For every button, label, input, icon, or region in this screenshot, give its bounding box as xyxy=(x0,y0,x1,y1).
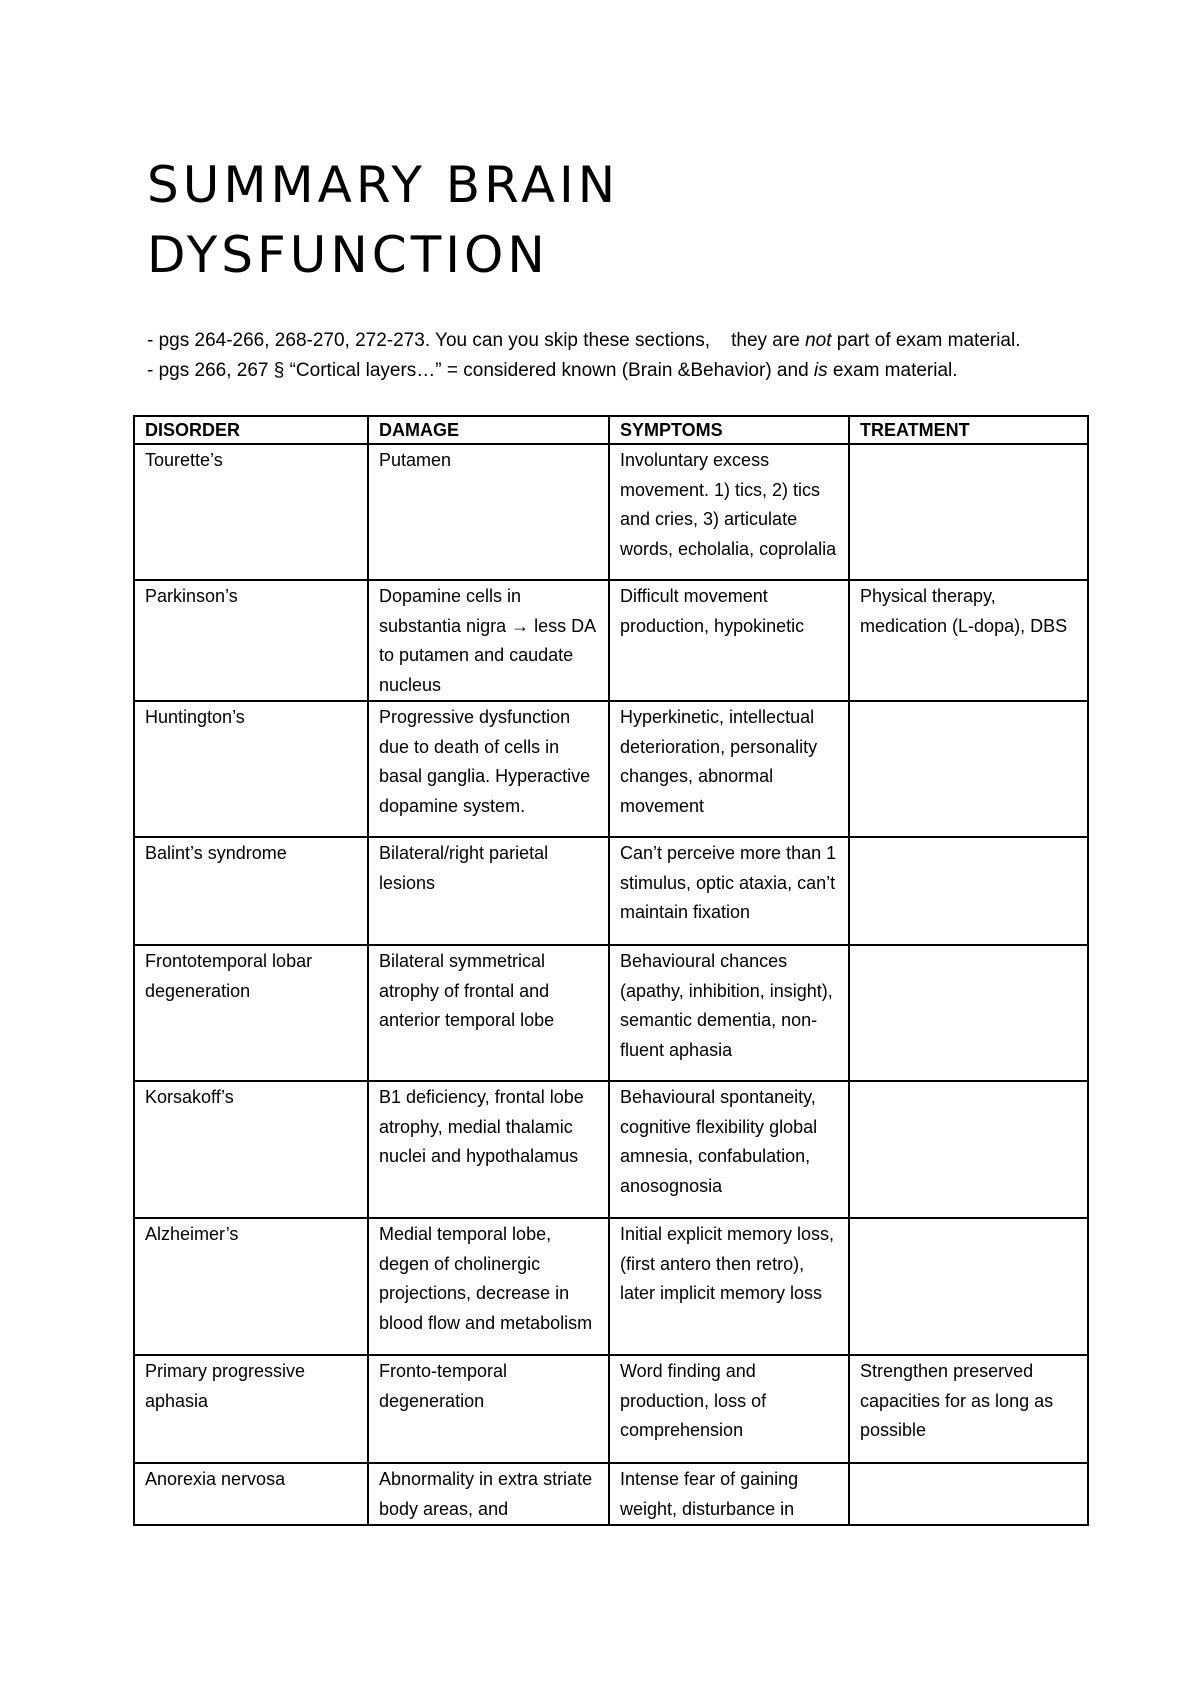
table-row xyxy=(134,580,1088,701)
cell-symptoms: Intense fear of gaining weight, disturbance in xyxy=(609,1463,849,1525)
cell-treatment xyxy=(849,1081,1088,1218)
column-header-treatment: TREATMENT xyxy=(849,416,1088,444)
cell-disorder: Balint’s syndrome xyxy=(134,837,368,945)
cell-disorder: Parkinson’s xyxy=(134,580,368,701)
cell-treatment xyxy=(849,1463,1088,1525)
table-row xyxy=(134,1355,1088,1463)
cell-disorder: Anorexia nervosa xyxy=(134,1463,368,1525)
cell-treatment xyxy=(849,837,1088,945)
page-title-line-2: DYSFUNCTION xyxy=(147,226,549,284)
note-emphasis: not xyxy=(805,330,832,351)
cell-disorder: Primary progressive aphasia xyxy=(134,1355,368,1463)
cell-treatment xyxy=(849,945,1088,1081)
table-header-row xyxy=(134,416,1088,444)
cell-disorder: Huntington’s xyxy=(134,701,368,837)
cell-treatment xyxy=(849,444,1088,580)
cell-treatment xyxy=(849,701,1088,837)
table-row xyxy=(134,1218,1088,1355)
cell-symptoms: Hyperkinetic, intellectual deterioration, personality changes, abnormal movement xyxy=(609,701,849,837)
cell-symptoms: Behavioural chances (apathy, inhibition, insight), semantic dementia, non-fluent aphasia xyxy=(609,945,849,1081)
cell-symptoms: Difficult movement production, hypokinetic xyxy=(609,580,849,701)
cell-treatment xyxy=(849,1218,1088,1355)
disorder-summary-table xyxy=(133,415,1089,1526)
page-title-line-1: SUMMARY BRAIN xyxy=(147,156,620,214)
table-row xyxy=(134,1463,1088,1525)
cell-treatment: Physical therapy, medication (L-dopa), DBS xyxy=(849,580,1088,701)
note-text: - pgs 266, 267 § “Cortical layers…” = considered known (Brain &Behavior) and xyxy=(147,360,814,381)
cell-treatment: Strengthen preserved capacities for as long as possible xyxy=(849,1355,1088,1463)
cell-damage: Abnormality in extra striate body areas, and xyxy=(368,1463,609,1525)
table-row xyxy=(134,701,1088,837)
note-text: part of exam material. xyxy=(831,330,1021,351)
cell-damage: Dopamine cells in substantia nigra → less DA to putamen and caudate nucleus xyxy=(368,580,609,701)
cell-damage: B1 deficiency, frontal lobe atrophy, medial thalamic nuclei and hypothalamus xyxy=(368,1081,609,1218)
cell-disorder: Korsakoff’s xyxy=(134,1081,368,1218)
cell-disorder: Alzheimer’s xyxy=(134,1218,368,1355)
note-emphasis: is xyxy=(813,360,828,381)
note-text: exam material. xyxy=(827,360,958,381)
table-row xyxy=(134,837,1088,945)
cell-damage: Progressive dysfunction due to death of cells in basal ganglia. Hyperactive dopamine system. xyxy=(368,701,609,837)
cell-disorder: Tourette’s xyxy=(134,444,368,580)
cell-symptoms: Involuntary excess movement. 1) tics, 2) tics and cries, 3) articulate words, echolalia, coprolalia xyxy=(609,444,849,580)
page-title xyxy=(147,150,847,290)
cell-damage: Medial temporal lobe, degen of cholinergic projections, decrease in blood flow and metabolism xyxy=(368,1218,609,1355)
cell-disorder: Frontotemporal lobar degeneration xyxy=(134,945,368,1081)
cell-damage: Bilateral symmetrical atrophy of frontal and anterior temporal lobe xyxy=(368,945,609,1081)
note-text: - pgs 264-266, 268-270, 272-273. You can you skip these sections, they are xyxy=(147,330,806,351)
cell-symptoms: Can’t perceive more than 1 stimulus, optic ataxia, can’t maintain fixation xyxy=(609,837,849,945)
column-header-disorder: DISORDER xyxy=(134,416,368,444)
note-exam-material xyxy=(147,356,1097,386)
table-row xyxy=(134,1081,1088,1218)
table-row xyxy=(134,444,1088,580)
cell-symptoms: Word finding and production, loss of comprehension xyxy=(609,1355,849,1463)
column-header-damage: DAMAGE xyxy=(368,416,609,444)
cell-damage: Fronto-temporal degeneration xyxy=(368,1355,609,1463)
cell-symptoms: Initial explicit memory loss, (first antero then retro), later implicit memory loss xyxy=(609,1218,849,1355)
cell-damage: Bilateral/right parietal lesions xyxy=(368,837,609,945)
cell-symptoms: Behavioural spontaneity, cognitive flexibility global amnesia, confabulation, anosognosia xyxy=(609,1081,849,1218)
cell-damage: Putamen xyxy=(368,444,609,580)
note-skip-sections xyxy=(147,326,1097,356)
notes xyxy=(147,326,1097,386)
column-header-symptoms: SYMPTOMS xyxy=(609,416,849,444)
table-row xyxy=(134,945,1088,1081)
